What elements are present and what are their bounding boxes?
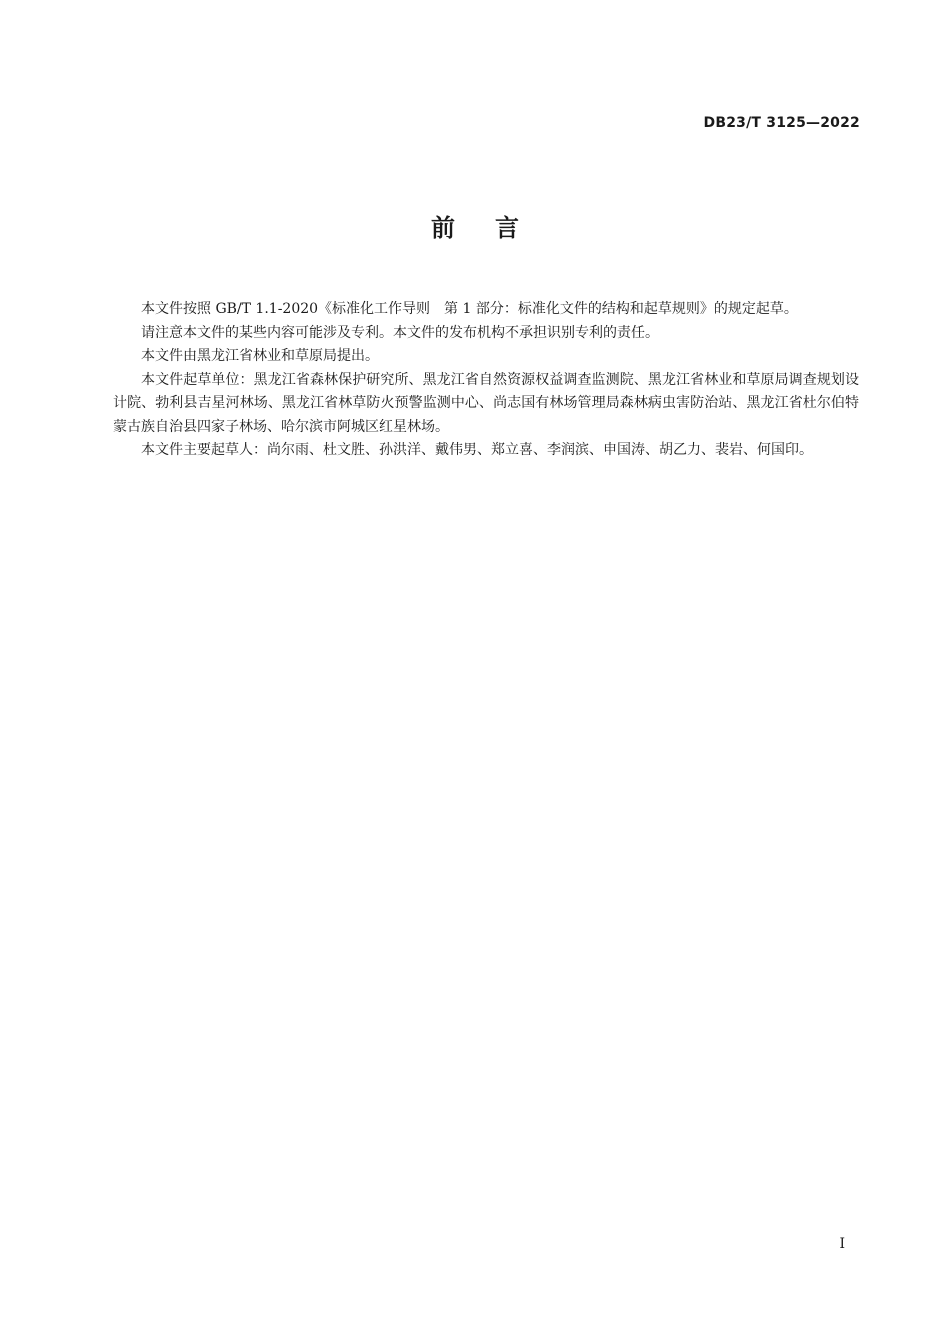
foreword-body bbox=[113, 298, 859, 463]
paragraph-drafting-rules: 本文件按照 GB/T 1.1-2020《标准化工作导则 第 1 部分：标准化文件的结构和起草规则》的规定起草。 bbox=[141, 301, 798, 317]
paragraph-proposer: 本文件由黑龙江省林业和草原局提出。 bbox=[141, 348, 379, 364]
page-number: I bbox=[839, 1236, 845, 1252]
paragraph-patent-notice: 请注意本文件的某些内容可能涉及专利。本文件的发布机构不承担识别专利的责任。 bbox=[141, 324, 659, 341]
paragraph-drafters: 本文件主要起草人：尚尔雨、杜文胜、孙洪洋、戴伟男、郑立喜、李润滨、申国涛、胡乙力、裴岩、何国印。 bbox=[141, 442, 813, 458]
paragraph-drafting-units: 本文件起草单位：黑龙江省森林保护研究所、黑龙江省自然资源权益调查监测院、黑龙江省林业和草原局调查规划设计院、勃利县吉星河林场、黑龙江省林草防火预警监测中心、尚志国有林场管理局森林病虫害防治站、黑龙江省杜尔伯特蒙古族自治县四家子林场、哈尔滨市阿城区红星林场。 bbox=[113, 371, 859, 435]
document-code: DB23/T 3125—2022 bbox=[703, 115, 860, 131]
page-title: 前言 bbox=[431, 214, 559, 242]
